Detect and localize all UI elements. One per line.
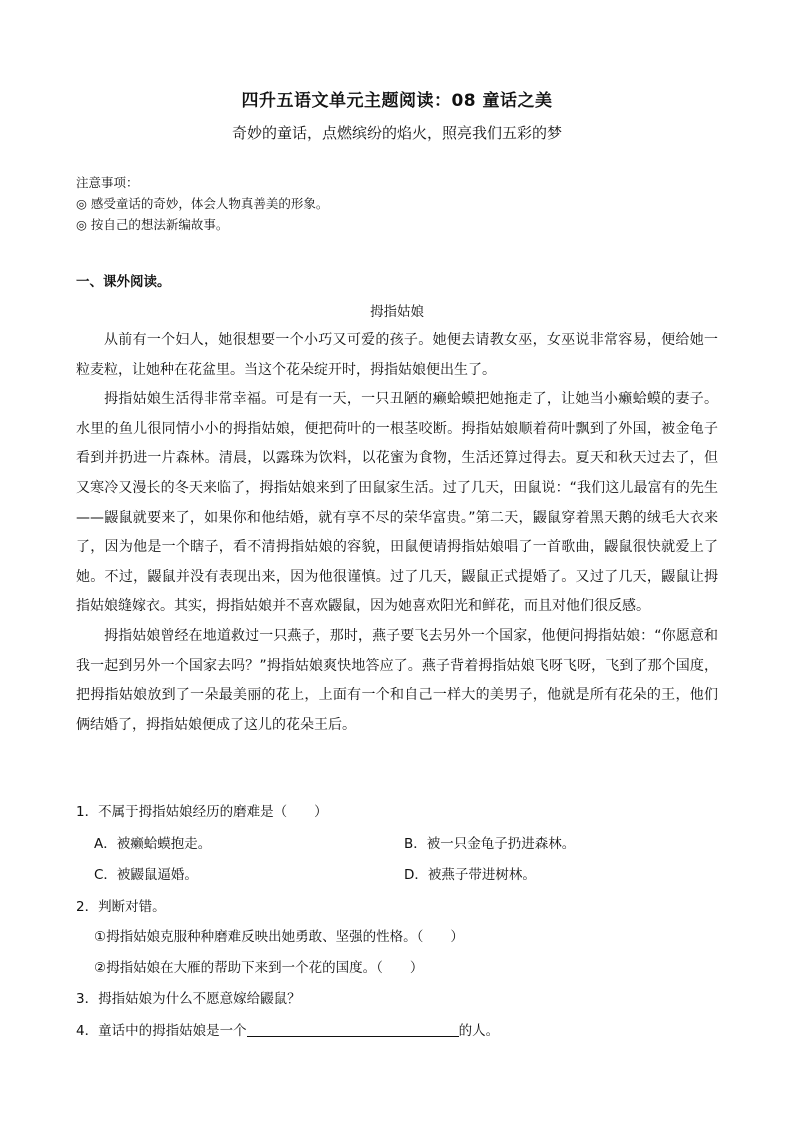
question-2-item: ①拇指姑娘克服种种磨难反映出她勇敢、坚强的性格。（ ） — [94, 929, 464, 945]
story-paragraph: 拇指姑娘曾经在地道救过一只燕子，那时，燕子要飞去另外一个国家，他便问拇指姑娘：“你愿意和我一起到另外一个国家去吗？”拇指姑娘爽快地答应了。燕子背着拇指姑娘飞呀飞呀，飞到了那个国度，把拇指姑娘放到了一朵最美丽的花上，上面有一个和自己一样大的美男子，他就是所有花朵的王，他们俩结婚了，拇指姑娘便成了这儿的花朵王后。 — [76, 627, 718, 733]
story-paragraph: 从前有一个妇人，她很想要一个小巧又可爱的孩子。她便去请教女巫，女巫说非常容易，便给她一粒麦粒，让她种在花盆里。当这个花朵绽开时，拇指姑娘便出生了。 — [76, 332, 718, 378]
question-2-item: ②拇指姑娘在大雁的帮助下来到一个花的国度。（ ） — [94, 960, 424, 976]
notes-item: ◎ 按自己的想法新编故事。 — [76, 217, 229, 232]
question-4-prefix: 4．童话中的拇指姑娘是一个 — [76, 1023, 247, 1039]
notes-heading: 注意事项： — [76, 175, 139, 190]
question-4-suffix: 的人。 — [458, 1023, 500, 1039]
section-heading: 一、课外阅读。 — [76, 274, 171, 290]
answer-blank[interactable] — [247, 1022, 459, 1037]
option-d: D．被燕子带进树林。 — [404, 867, 536, 883]
page-subtitle: 奇妙的童话，点燃缤纷的焰火，照亮我们五彩的梦 — [231, 124, 562, 142]
story-body — [76, 326, 718, 740]
question-1: 1．不属于拇指姑娘经历的磨难是（ ） — [76, 804, 328, 820]
option-b: B．被一只金龟子扔进森林。 — [404, 836, 576, 852]
question-2: 2．判断对错。 — [76, 899, 166, 915]
page-title: 四升五语文单元主题阅读：08 童话之美 — [241, 91, 553, 111]
notes-block — [76, 172, 328, 235]
story-title: 拇指姑娘 — [370, 304, 424, 320]
question-3: 3．拇指姑娘为什么不愿意嫁给鼹鼠？ — [76, 991, 301, 1007]
option-a: A．被癞蛤蟆抱走。 — [94, 836, 212, 852]
story-paragraph: 拇指姑娘生活得非常幸福。可是有一天，一只丑陋的癞蛤蟆把她拖走了，让她当小癞蛤蟆的妻子。水里的鱼儿很同情小小的拇指姑娘，便把荷叶的一根茎咬断。拇指姑娘顺着荷叶飘到了外国，被金龟子看到并扔进一片森林。清晨，以露珠为饮料，以花蜜为食物，生活还算过得去。夏天和秋天过去了，但又寒冷又漫长的冬天来临了，拇指姑娘来到了田鼠家生活。过了几天，田鼠说：“我们这儿最富有的先生——鼹鼠就要来了，如果你和他结婚，就有享不尽的荣华富贵。”第二天，鼹鼠穿着黑天鹅的绒毛大衣来了，因为他是一个瞎子，看不清拇指姑娘的容貌，田鼠便请拇指姑娘唱了一首歌曲，鼹鼠很快就爱上了她。不过，鼹鼠并没有表现出来，因为他很谨慎。过了几天，鼹鼠正式提婚了。又过了几天，鼹鼠让拇指姑娘缝嫁衣。其实，拇指姑娘并不喜欢鼹鼠，因为她喜欢阳光和鲜花，而且对他们很反感。 — [76, 391, 718, 615]
question-4 — [76, 1019, 499, 1039]
notes-item: ◎ 感受童话的奇妙，体会人物真善美的形象。 — [76, 196, 329, 211]
option-c: C．被鼹鼠逼婚。 — [94, 867, 198, 883]
